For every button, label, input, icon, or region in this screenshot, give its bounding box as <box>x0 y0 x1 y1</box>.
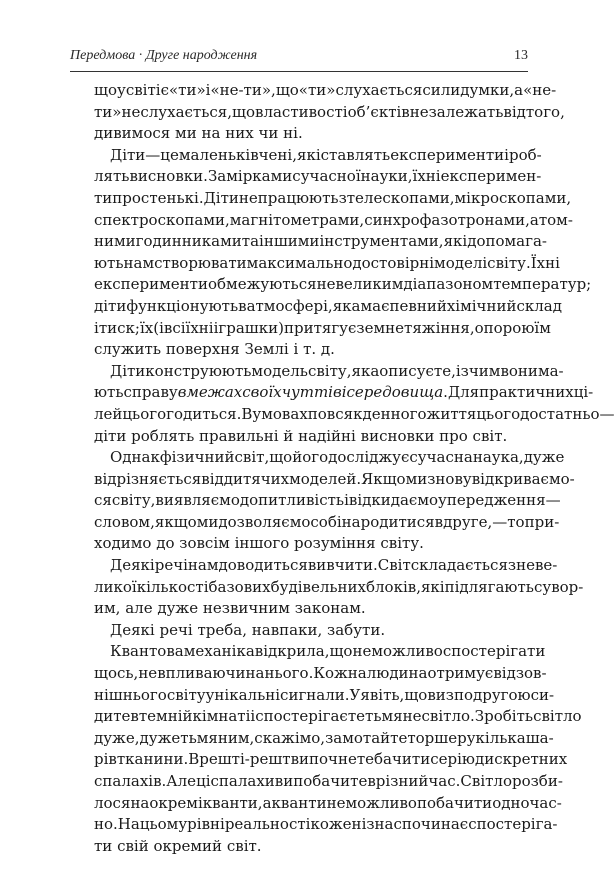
text-line: відрізняється від дитячих моделей. Якщо ми знову відкриваємо- <box>94 469 575 488</box>
text-line: лей цього годиться. В умовах повсякденного життя цього достатньо — <box>94 404 615 423</box>
page-header <box>70 48 528 64</box>
text-line: нішнього світу унікальні сигнали. Уявіть, що ви з подругою си- <box>94 685 555 704</box>
text-line: ходимо до зовсім іншого розуміння світу. <box>94 534 424 553</box>
paragraph <box>94 555 584 620</box>
text-line: Діти конструюють модель світу, яка описує те, із чим вони ма- <box>110 361 564 380</box>
text-line: лося на окремі кванти, а кванти неможливо побачити одночас- <box>94 793 562 812</box>
body-text <box>94 80 615 857</box>
page-number: 13 <box>514 48 528 63</box>
paragraph <box>94 80 565 145</box>
text-line: им, але дуже незвичним законам. <box>94 599 366 618</box>
text-line: дивимося ми на них чи ні. <box>94 124 303 143</box>
text-line: діти функціонують в атмосфері, яка має певний хімічний склад <box>94 296 562 315</box>
header-rule <box>70 71 528 72</box>
paragraph <box>94 145 592 361</box>
paragraph <box>94 447 575 555</box>
text-line: спектроскопами, магнітометрами, синхрофазотронами, атом- <box>94 210 573 229</box>
text-line: лять висновки. За мірками сучасної науки, їхні експеримен- <box>94 167 542 186</box>
text-line: що у світі є «ти» і «не-ти», що «ти» слухається сили думки, а «не- <box>94 81 557 99</box>
text-line: Деякі речі нам доводиться вивчити. Світ складається з неве- <box>110 556 558 575</box>
text-line: спалахів. Але ці спалахи ви побачите в різний час. Світло розби- <box>94 772 563 790</box>
text-line: дуже, дуже тьмяним, скажімо, замотайте торшер у кілька ша- <box>94 728 554 747</box>
text-line: щось, не впливаючи на нього. Кожна людина отримує від зов- <box>94 664 547 683</box>
text-line: но. На цьому рівні реальності кожен із нас починає спостеріга- <box>94 815 558 834</box>
text-line: ними годинниками та іншими інструментами, які допомага- <box>94 232 547 251</box>
text-line: експерименти обмежуються невеликим діапазоном температур; <box>94 275 592 294</box>
text-line: ся світу, виявляємо допитливість і відкидаємо упередження — <box>94 491 561 510</box>
text-line: ють нам створювати максимально достовірні моделі світу. Їхні <box>94 253 560 272</box>
text-line: рів тканини. Врешті-решт ви почнете бачити серію дискретних <box>94 750 568 769</box>
paragraph <box>94 641 582 857</box>
text-line: ти простенькі. Діти не працюють з телескопами, мікроскопами, <box>94 188 572 207</box>
text-line: Квантова механіка відкрила, що неможливо спостерігати <box>110 642 546 661</box>
text-line: Однак фізичний світ, що його досліджує сучасна наука, дуже <box>110 448 565 467</box>
text-line: ти свій окремий світ. <box>94 836 262 855</box>
text-line: Діти — це маленькі вчені, які ставлять експерименти і роб- <box>110 145 542 164</box>
paragraph <box>94 620 526 642</box>
text-line: Деякі речі треба, навпаки, забути. <box>110 620 386 639</box>
text-line: ють справу в межах своїх чуттів і середовища. Для практичних ці- <box>94 383 594 402</box>
text-line: ликої кількості базових будівельних блоків, які підлягають сувор- <box>94 577 584 596</box>
text-line: служить поверхня Землі і т. д. <box>94 340 335 359</box>
running-title: Передмова · Друге народження <box>70 48 258 63</box>
text-line: діти роблять правильні й надійні висновки про світ. <box>94 426 508 445</box>
text-line: словом, якщо ми дозволяємо собі народитися вдруге, — то при- <box>94 512 560 531</box>
text-line: і тиск; їх (і всі їхні іграшки) притягує земне тяжіння, опорою їм <box>94 318 551 337</box>
text-line: дите в темній кімнаті і спостерігаєте тьмяне світло. Зробіть світло <box>94 707 582 726</box>
text-line: ти» не слухається, що властивості об’єктів не залежать від того, <box>94 102 565 121</box>
paragraph <box>94 361 615 447</box>
